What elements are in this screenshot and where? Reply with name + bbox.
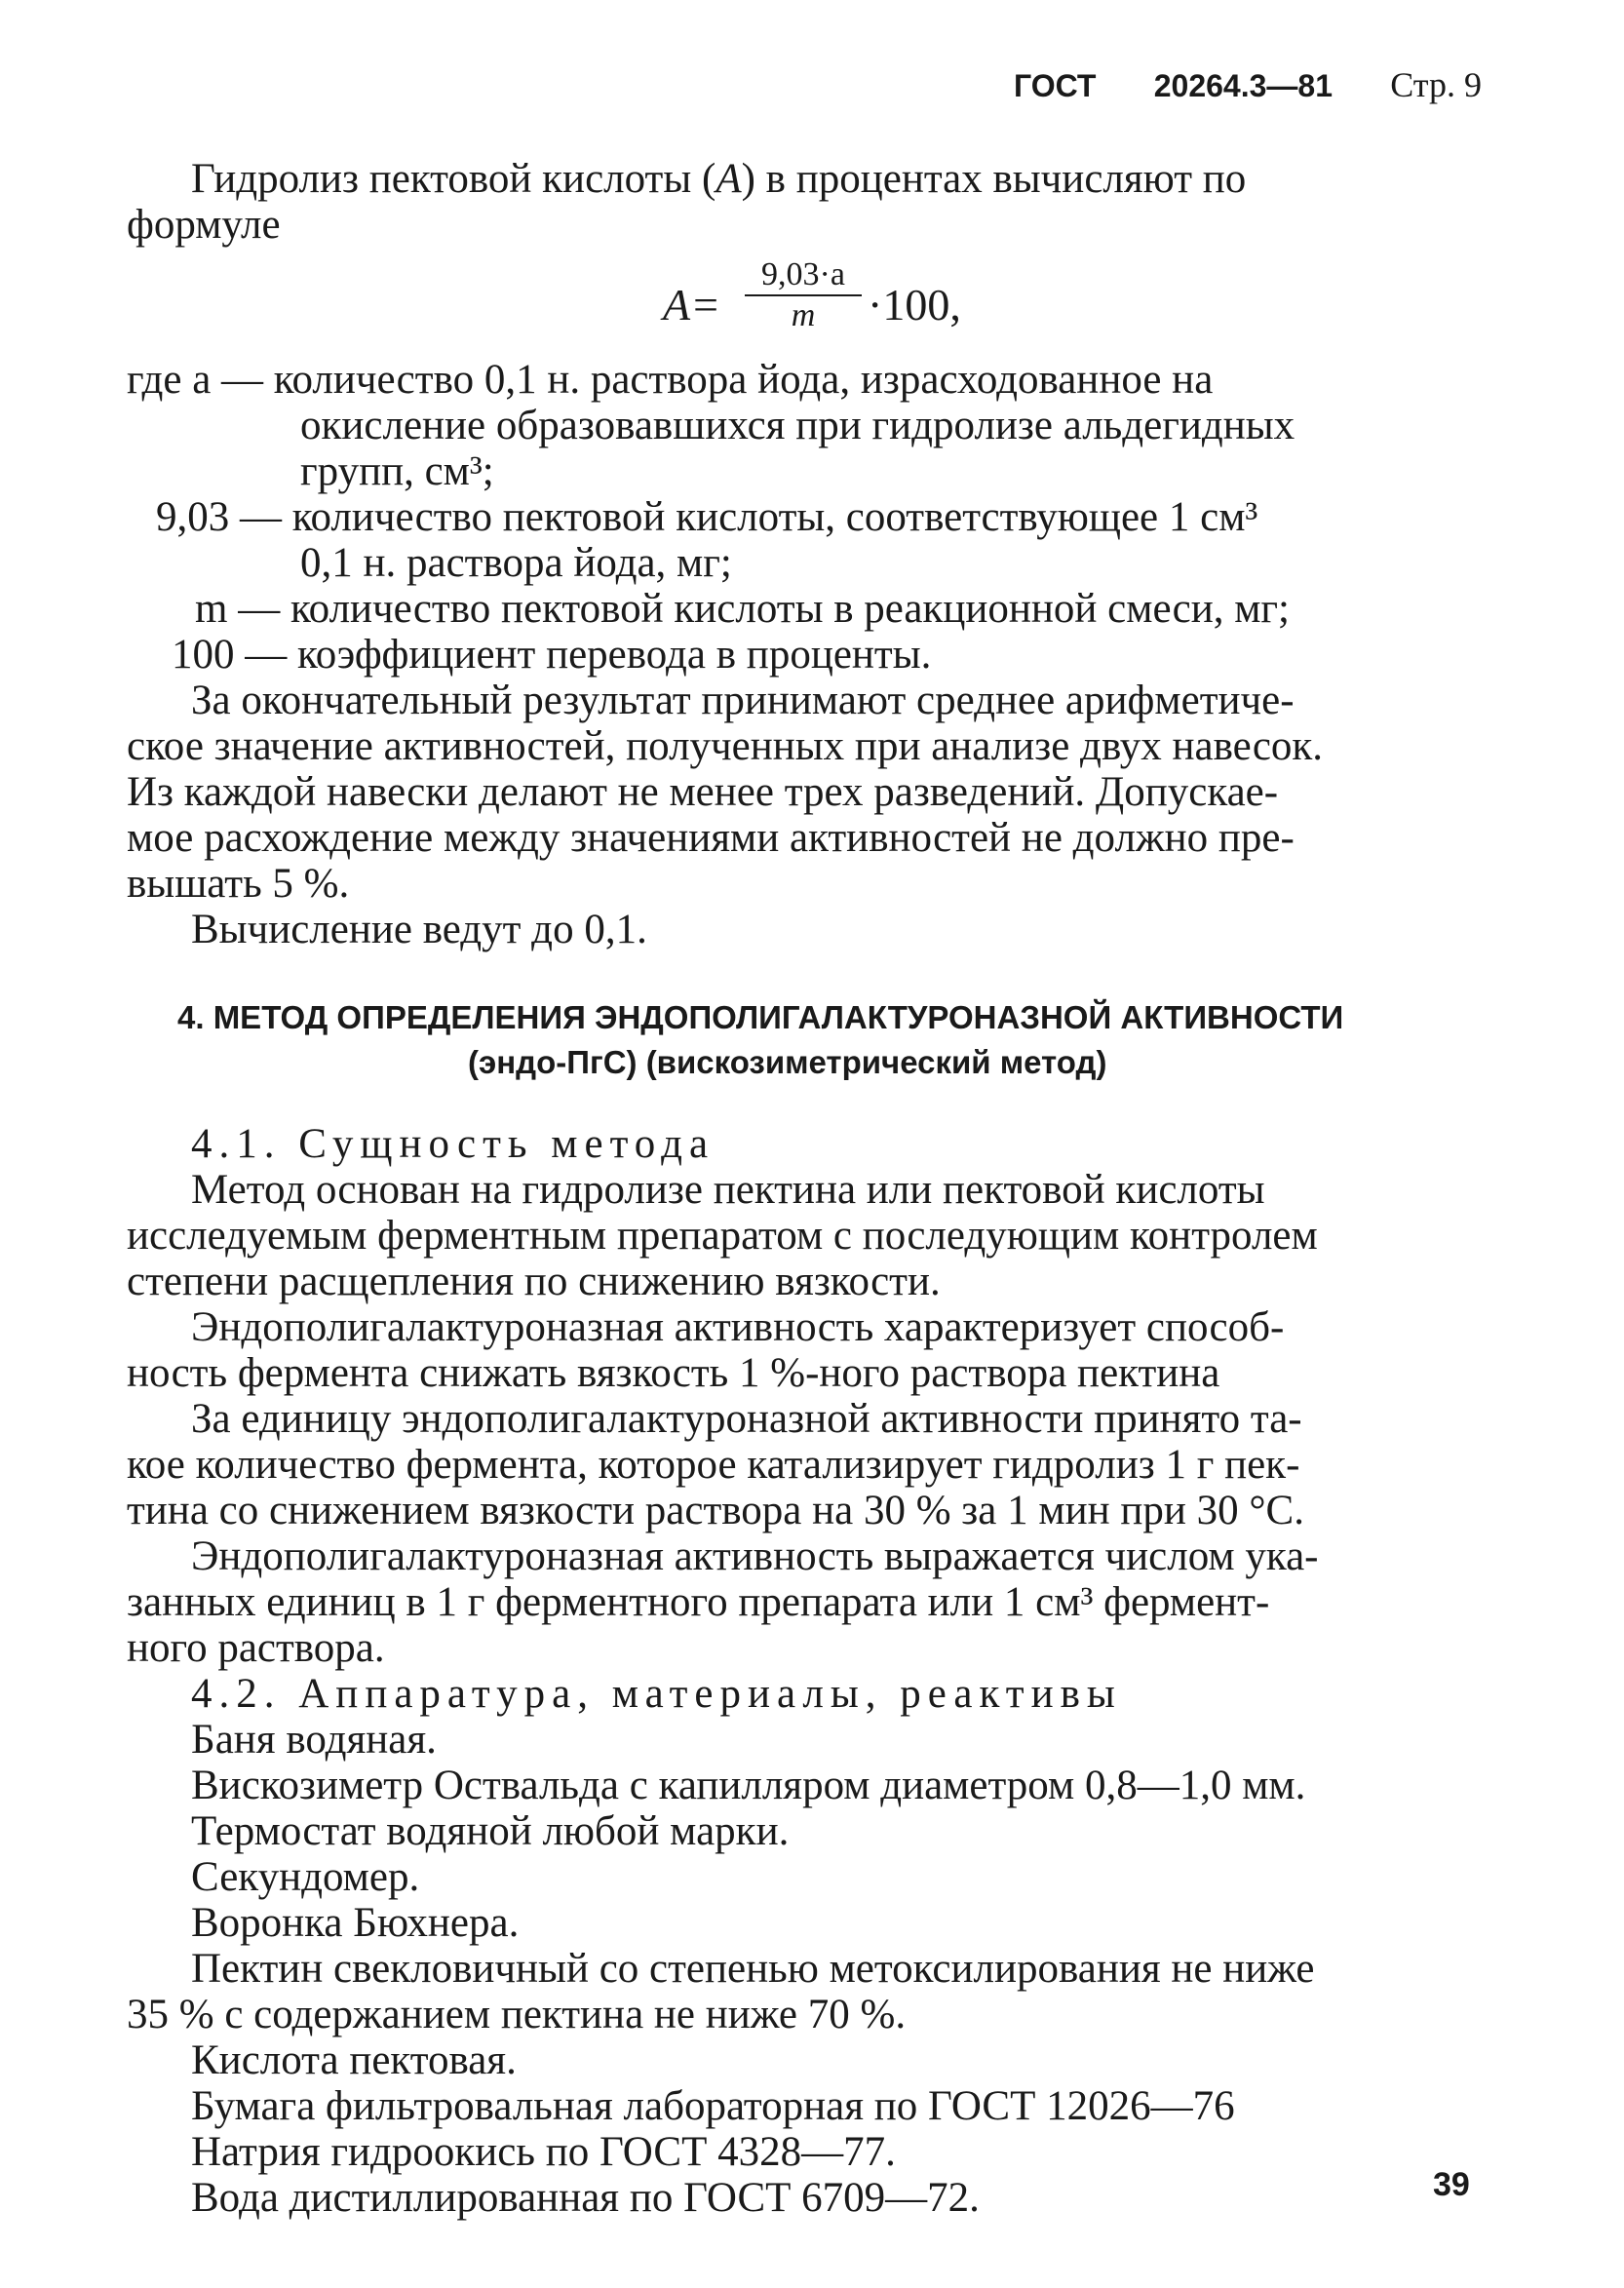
s42-item: Баня водяная. [191,1717,437,1763]
where-line-6: m — количество пектовой кислоты в реакционной смеси, мг; [195,586,1290,632]
section-title-line-2: (эндо-ПгС) (вискозиметрический метод) [468,1044,1107,1080]
result-line-1: За окончательный результат принимают среднее арифметиче- [191,678,1295,723]
intro-text-a: Гидролиз пектовой кислоты ( [191,156,716,202]
s41-line-4: Эндополигалактуроназная активность характеризует способ- [191,1304,1285,1350]
subsection-4-1-heading: 4.1. Сущность метода [191,1121,715,1167]
header-page: Стр. 9 [1390,65,1482,104]
s42-item: Вода дистиллированная по ГОСТ 6709—72. [191,2175,980,2221]
result-line-2: ское значение активностей, полученных при анализе двух навесок. [127,723,1324,769]
page-number: 39 [1433,2166,1470,2203]
where-line-5: 0,1 н. раствора йода, мг; [300,540,732,586]
where-line-2: окисление образовавшихся при гидролизе альдегидных [300,403,1295,448]
s42-item: Бумага фильтровальная лабораторная по ГОСТ 12026—76 [191,2083,1235,2129]
intro-variable: A [715,156,742,202]
header-standard: ГОСТ [1014,68,1097,103]
result-line-6: Вычисление ведут до 0,1. [191,907,647,952]
s42-item: Вискозиметр Оствальда с капилляром диаметром 0,8—1,0 мм. [191,1763,1306,1808]
intro-line-1 [191,154,1482,205]
s42-item: Кислота пектовая. [191,2037,517,2083]
header-standard-number: 20264.3—81 [1153,68,1333,103]
where-line-7: 100 — коэффициент перевода в проценты. [172,632,932,678]
intro-line-2: формуле [127,202,281,248]
where-line-3: групп, см³; [300,448,494,494]
formula-lhs: A= [663,280,721,330]
result-line-4: мое расхождение между значениями активностей не должно пре- [127,815,1295,861]
s41-line-8: тина со снижением вязкости раствора на 30 % за 1 мин при 30 °С. [127,1488,1304,1533]
where-line-1: где a — количество 0,1 н. раствора йода, израсходованное на [127,357,1214,403]
page-header [1014,64,1482,105]
result-line-5: вышать 5 %. [127,861,350,907]
s41-line-9: Эндополигалактуроназная активность выражается числом ука- [191,1533,1319,1579]
formula-rhs: ·100, [868,280,961,330]
formula-fraction [745,255,862,335]
formula-numerator: 9,03·a [745,255,862,296]
s42-item: 35 % с содержанием пектина не ниже 70 %. [127,1992,907,2037]
s41-line-6: За единицу эндополигалактуроназной активности принято та- [191,1396,1302,1442]
s42-item: Натрия гидроокись по ГОСТ 4328—77. [191,2129,896,2175]
formula [663,255,975,343]
s42-item: Секундомер. [191,1854,420,1900]
s41-line-7: кое количество фермента, которое катализирует гидролиз 1 г пек- [127,1442,1300,1488]
s42-item: Пектин свекловичный со степенью метоксилирования не ниже [191,1946,1315,1992]
subsection-4-2-heading: 4.2. Аппаратура, материалы, реактивы [191,1671,1122,1717]
s42-item: Термостат водяной любой марки. [191,1808,790,1854]
result-line-3: Из каждой навески делают не менее трех разведений. Допускае- [127,769,1279,815]
section-title-line-1: 4. МЕТОД ОПРЕДЕЛЕНИЯ ЭНДОПОЛИГАЛАКТУРОНАЗНОЙ АКТИВНОСТИ [177,999,1344,1035]
s41-line-5: ность фермента снижать вязкость 1 %-ного раствора пектина [127,1350,1220,1396]
s41-line-2: исследуемым ферментным препаратом с последующим контролем [127,1213,1318,1259]
intro-text-b: ) в процентах вычисляют по [741,156,1247,202]
s41-line-11: ного раствора. [127,1625,385,1671]
formula-denominator: m [791,297,816,333]
where-line-4: 9,03 — количество пектовой кислоты, соответствующее 1 см³ [156,494,1258,540]
s41-line-3: степени расщепления по снижению вязкости. [127,1259,941,1304]
s41-line-10: занных единиц в 1 г ферментного препарата или 1 см³ фермент- [127,1579,1270,1625]
s41-line-1: Метод основан на гидролизе пектина или пектовой кислоты [191,1167,1265,1213]
s42-item: Воронка Бюхнера. [191,1900,520,1946]
